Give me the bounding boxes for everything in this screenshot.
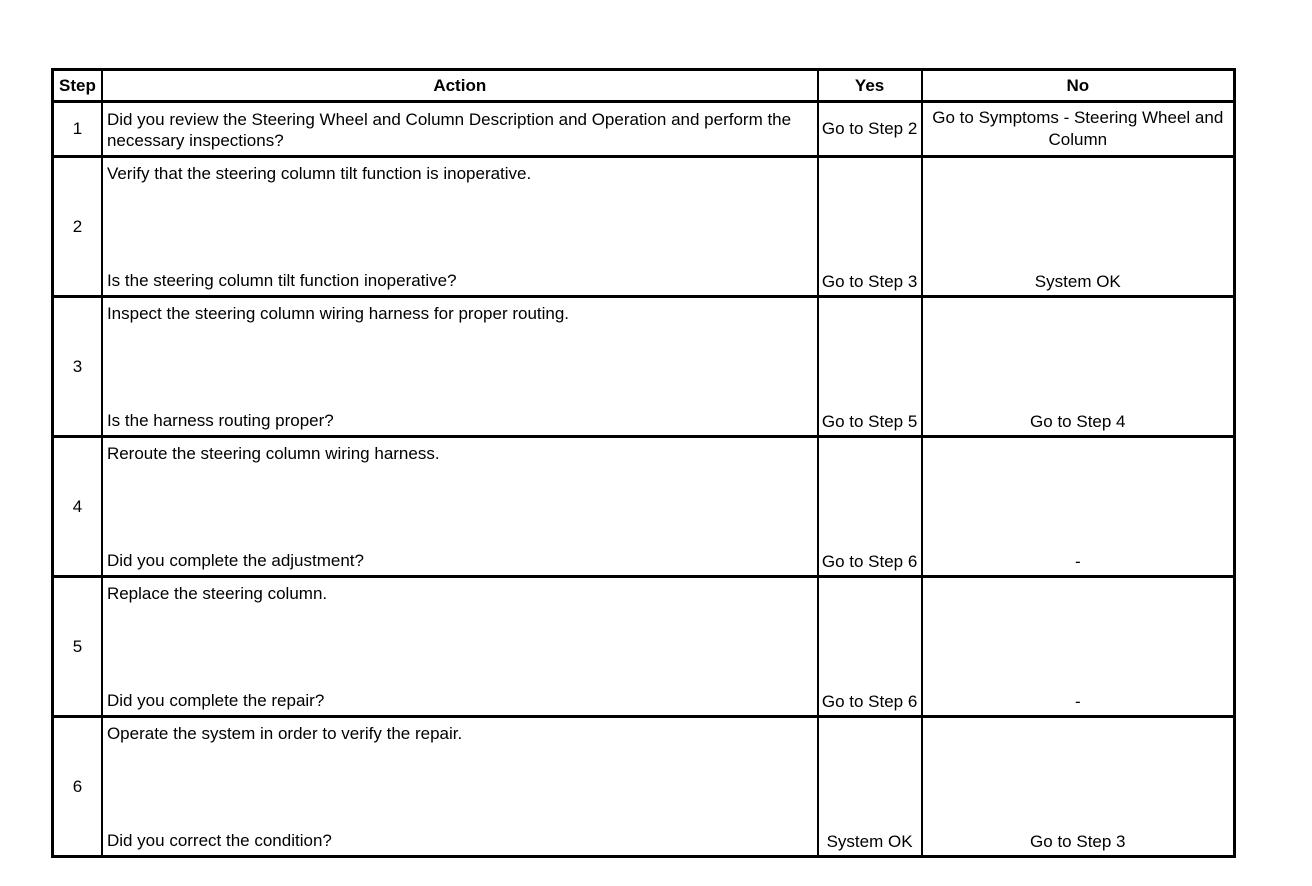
table-row xyxy=(53,297,1235,437)
no-result: - xyxy=(922,437,1235,577)
action-text: Inspect the steering column wiring harness for proper routing. xyxy=(106,304,570,323)
yes-result: System OK xyxy=(818,717,922,857)
step-number: 2 xyxy=(53,157,102,297)
step-number: 4 xyxy=(53,437,102,577)
header-yes: Yes xyxy=(818,70,922,102)
yes-result: Go to Step 6 xyxy=(818,577,922,717)
action-text: Verify that the steering column tilt function is inoperative. xyxy=(106,164,532,183)
step-number: 1 xyxy=(53,102,102,157)
table-row xyxy=(53,157,1235,297)
action-question: Is the harness routing proper? xyxy=(106,411,334,430)
no-result: Go to Symptoms - Steering Wheel and Column xyxy=(922,102,1235,157)
yes-result: Go to Step 2 xyxy=(818,102,922,157)
step-number: 6 xyxy=(53,717,102,857)
header-row xyxy=(53,70,1235,102)
table-row xyxy=(53,717,1235,857)
action-question: Did you correct the condition? xyxy=(106,831,332,850)
table-row xyxy=(53,102,1235,157)
action-text: Replace the steering column. xyxy=(106,584,328,603)
table-row xyxy=(53,577,1235,717)
action-cell xyxy=(102,102,818,157)
action-text: Did you review the Steering Wheel and Column Description and Operation and perform the necessary inspections? xyxy=(106,110,792,150)
action-text: Operate the system in order to verify the repair. xyxy=(106,724,463,743)
yes-result: Go to Step 6 xyxy=(818,437,922,577)
no-result: Go to Step 3 xyxy=(922,717,1235,857)
no-result: Go to Step 4 xyxy=(922,297,1235,437)
action-text: Reroute the steering column wiring harness. xyxy=(106,444,440,463)
action-question: Is the steering column tilt function inoperative? xyxy=(106,271,457,290)
action-cell xyxy=(102,577,818,717)
action-cell xyxy=(102,297,818,437)
header-no: No xyxy=(922,70,1235,102)
yes-result: Go to Step 5 xyxy=(818,297,922,437)
step-number: 3 xyxy=(53,297,102,437)
action-question: Did you complete the adjustment? xyxy=(106,551,364,570)
action-question: Did you complete the repair? xyxy=(106,691,325,710)
action-cell xyxy=(102,437,818,577)
action-cell xyxy=(102,157,818,297)
header-action: Action xyxy=(102,70,818,102)
table-row xyxy=(53,437,1235,577)
no-result: System OK xyxy=(922,157,1235,297)
action-cell xyxy=(102,717,818,857)
diagnostic-table xyxy=(51,68,1236,858)
no-result: - xyxy=(922,577,1235,717)
header-step: Step xyxy=(53,70,102,102)
step-number: 5 xyxy=(53,577,102,717)
yes-result: Go to Step 3 xyxy=(818,157,922,297)
